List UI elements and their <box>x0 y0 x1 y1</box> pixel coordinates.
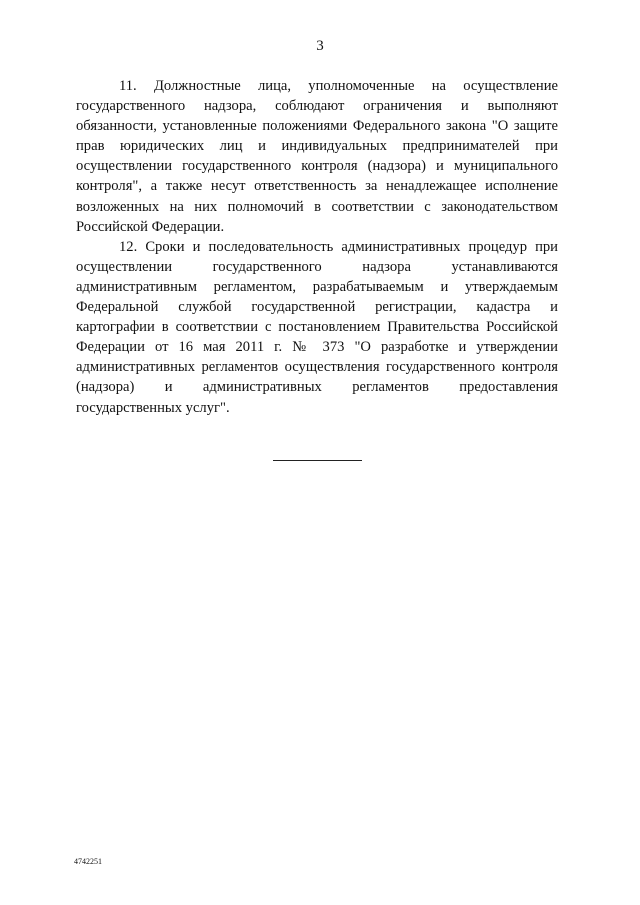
page-number: 3 <box>316 38 324 54</box>
paragraph-11: 11. Должностные лица, уполномоченные на осуществление государственного надзора, соблюдают ограничения и выполняют обязанности, установленные положениями Федерального закона "О защите прав юридических лиц и индивидуальных предпринимателей при осуществлении государственного контроля (надзора) и муниципального контроля", а также несут ответственность за ненадлежащее исполнение возложенных на них полномочий в соответствии с законодательством Российской Федерации. <box>76 78 558 235</box>
end-separator-line <box>273 460 362 461</box>
paragraph-12: 12. Сроки и последовательность административных процедур при осуществлении государственного надзора устанавливаются административным регламентом, разрабатываемым и утверждаемым Федеральной службой государственной регистрации, кадастра и картографии в соответствии с постановлением Правительства Российской Федерации от 16 мая 2011 г. № 373 "О разработке и утверждении административных регламентов осуществления государственного контроля (надзора) и административных регламентов предоставления государственных услуг". <box>76 238 558 416</box>
document-code: 4742251 <box>74 857 102 866</box>
document-body <box>76 76 558 418</box>
